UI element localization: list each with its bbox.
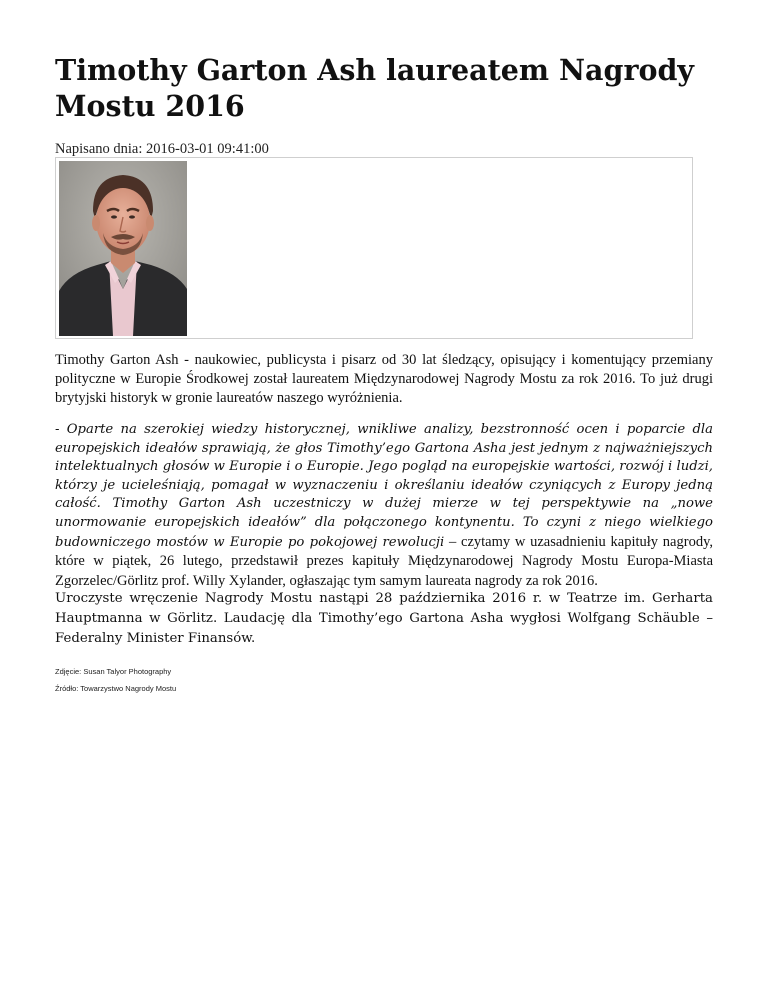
date-value: 2016-03-01 09:41:00	[146, 141, 269, 157]
article-title: Timothy Garton Ash laureatem Nagrody Mostu 2016	[55, 53, 694, 123]
intro-paragraph: Timothy Garton Ash - naukowiec, publicysta i pisarz od 30 lat śledzący, opisujący i komentujący przemiany polityczne w Europie Środkowej został laureatem Międzynarodowej Nagrody Mostu za rok 2016. To już drugi brytyjski historyk w gronie laureatów naszego wyróżnienia.	[55, 352, 713, 406]
quote-paragraph	[55, 421, 713, 591]
portrait-photo	[59, 161, 187, 336]
publish-date	[55, 141, 269, 158]
quote-attribution: – czytamy w uzasadnieniu kapituły nagrody, które w piątek, 26 lutego, przedstawił prezes kapituły Międzynarodowej Nagrody Mostu Europa-Miasta Zgorzelec/Görlitz prof. Willy Xylander, ogłaszając tym samym laureata nagrody za rok 2016.	[55, 533, 714, 589]
quote-text: - Oparte na szerokiej wiedzy historycznej, wnikliwe analizy, bezstronność ocen i poparcie dla europejskich ideałów sprawiają, że głos Timothy’ego Gartona Asha jest jednym z najważniejszych intelektualnych głosów w Europie i o Europie. Jego pogląd na europejskie wartości, rozwój i ludzi, którzy je ucieleśniają, pomagał w wyznaczeniu i określaniu ideałów czyniących z Europy jedną całość. Timothy Garton Ash uczestniczy w dużej mierze w tej perspektywie na „nowe unormowanie europejskich ideałów” dla połączonego kontynentu. To czyni z niego wielkiego budowniczego mostów w Europie po pokojowej rewolucji	[55, 422, 713, 550]
photo-frame	[55, 157, 693, 339]
photo-credit: Zdjęcie: Susan Talyor Photography	[55, 667, 172, 676]
date-label: Napisano dnia:	[55, 141, 143, 157]
ceremony-paragraph: Uroczyste wręczenie Nagrody Mostu nastąpi 28 października 2016 r. w Teatrze im. Gerharta Hauptmanna w Görlitz. Laudację dla Timothy’ego Gartona Asha wygłosi Wolfgang Schäuble – Federalny Minister Finansów.	[55, 591, 713, 646]
source-note: Źródło: Towarzystwo Nagrody Mostu	[55, 684, 177, 693]
